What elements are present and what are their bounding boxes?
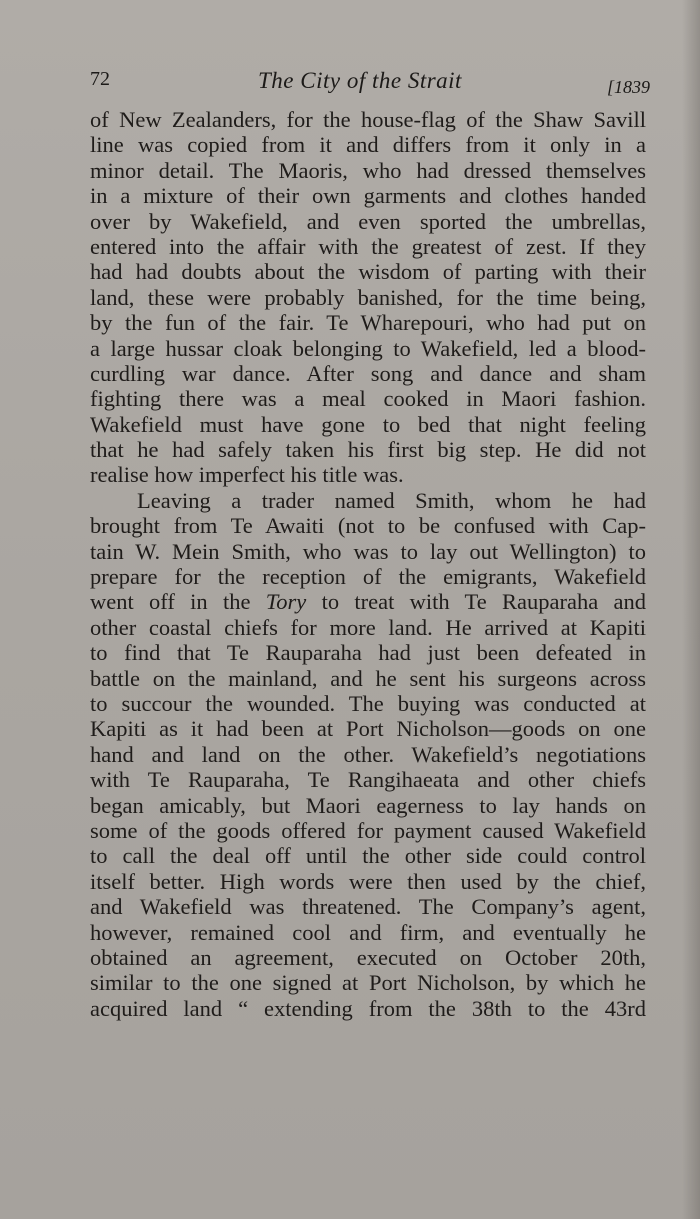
text-line: Wakefield must have gone to bed that night feeling (90, 411, 646, 437)
text-line: curdling war dance. After song and dance and sham (90, 360, 646, 386)
text-line: obtained an agreement, executed on October 20th, (90, 944, 646, 970)
text-line: a large hussar cloak belonging to Wakefield, led a blood- (90, 335, 646, 361)
running-title: The City of the Strait (258, 68, 462, 93)
text-segment: to treat with Te Rauparaha and (321, 589, 647, 615)
text-line: tain W. Mein Smith, who was to lay out Wellington) to (90, 538, 646, 564)
text-line: Kapiti as it had been at Port Nicholson—goods on one (90, 716, 646, 742)
text-line: in a mixture of their own garments and clothes handed (90, 183, 646, 209)
text-line: prepare for the reception of the emigrants, Wakefield (90, 564, 646, 590)
text-line: to find that Te Rauparaha had just been defeated in (90, 640, 646, 666)
text-line: to succour the wounded. The buying was conducted at (90, 690, 646, 716)
text-line: began amicably, but Maori eagerness to lay hands on (90, 792, 646, 818)
text-line: with Te Rauparaha, Te Rangihaeata and other chiefs (90, 767, 646, 793)
paragraph-first-line: Leaving a trader named Smith, whom he had (137, 487, 646, 513)
text-line: and Wakefield was threatened. The Company’s agent, (90, 894, 646, 920)
text-line: to call the deal off until the other side could control (90, 843, 646, 869)
text-line: fighting there was a meal cooked in Maori fashion. (90, 386, 646, 412)
text-line: itself better. High words were then used by the chief, (90, 868, 646, 894)
text-line: brought from Te Awaiti (not to be confused with Cap- (90, 513, 646, 539)
text-line: battle on the mainland, and he sent his surgeons across (90, 665, 646, 691)
running-head (90, 68, 650, 98)
text-segment: went off in the (90, 589, 251, 615)
body-text (90, 107, 646, 1021)
text-line: of New Zealanders, for the house-flag of the Shaw Savill (90, 107, 646, 132)
text-line: that he had safely taken his first big step. He did not (90, 437, 646, 463)
text-line: over by Wakefield, and even sported the umbrellas, (90, 208, 646, 234)
page-number: 72 (90, 68, 110, 90)
ship-name-italic: Tory (265, 589, 307, 615)
text-line: land, these were probably banished, for the time being, (90, 284, 646, 310)
text-line: line was copied from it and differs from it only in a (90, 132, 646, 158)
text-line: realise how imperfect his title was. (90, 462, 404, 488)
text-line: entered into the affair with the greatest of zest. If they (90, 233, 646, 259)
text-line: had had doubts about the wisdom of parting with their (90, 259, 646, 285)
text-line: however, remained cool and firm, and eventually he (90, 919, 646, 945)
text-line-with-italic (90, 589, 646, 614)
text-line: minor detail. The Maoris, who had dressed themselves (90, 157, 646, 183)
text-line: by the fun of the fair. Te Wharepouri, who had put on (90, 310, 646, 336)
text-line: hand and land on the other. Wakefield’s negotiations (90, 741, 646, 767)
text-line: other coastal chiefs for more land. He arrived at Kapiti (90, 614, 646, 640)
text-line: acquired land “ extending from the 38th to the 43rd (90, 995, 646, 1021)
text-line: similar to the one signed at Port Nicholson, by which he (90, 970, 646, 996)
page-edge-shadow (682, 0, 700, 1219)
text-line: some of the goods offered for payment caused Wakefield (90, 817, 646, 843)
running-year: [1839 (606, 77, 650, 97)
